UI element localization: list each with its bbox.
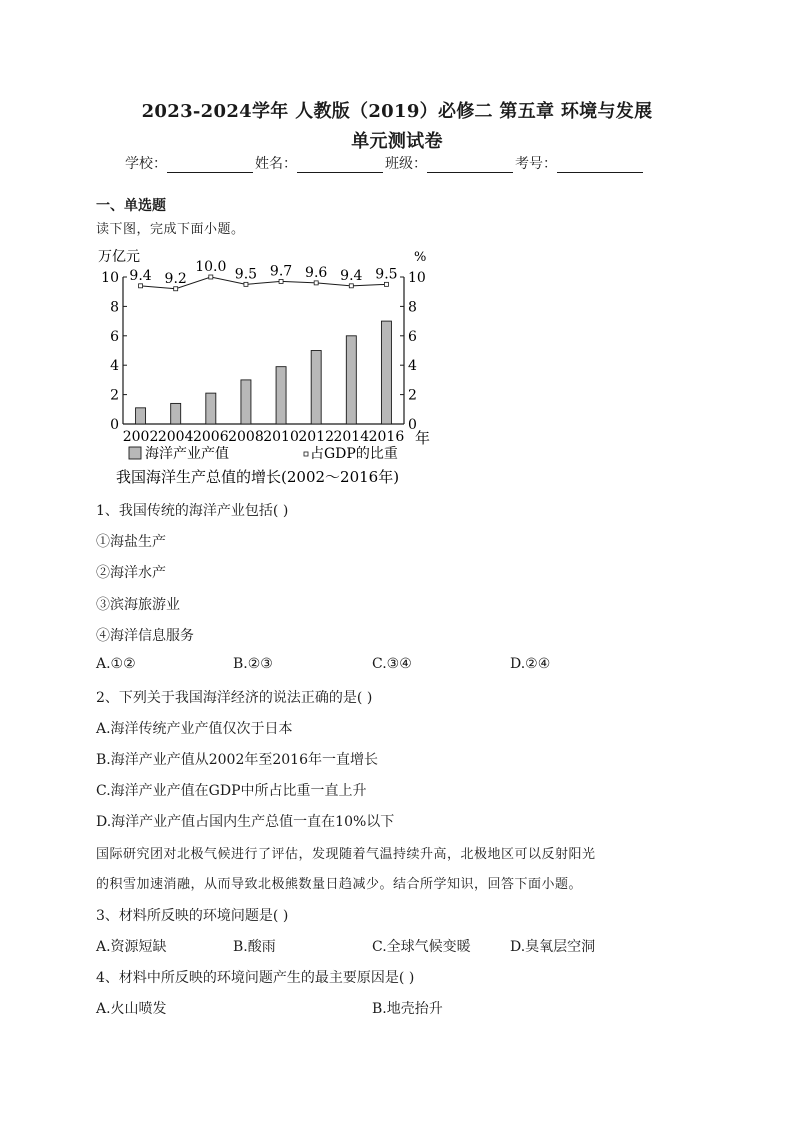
q4-stem: 4、材料中所反映的环境问题产生的最主要原因是( )	[96, 970, 415, 986]
q3-option-d[interactable]: D.臭氧层空洞	[510, 939, 596, 955]
bar	[136, 408, 146, 424]
legend-bar-swatch	[129, 447, 141, 459]
school-label: 学校：	[125, 156, 167, 172]
school-blank	[167, 155, 253, 173]
y-left-tick-label: 8	[110, 299, 119, 316]
exam-number-blank	[557, 155, 643, 173]
bar	[346, 336, 356, 424]
line-point	[139, 284, 143, 288]
line-point	[209, 275, 213, 279]
name-label: 姓名：	[255, 156, 297, 172]
data-label: 9.5	[375, 266, 398, 283]
data-label: 9.7	[269, 263, 293, 280]
material-line-2: 的积雪加速消融，从而导致北极熊数量日趋减少。结合所学知识，回答下面小题。	[96, 877, 583, 892]
q3-stem: 3、材料所反映的环境问题是( )	[96, 908, 289, 924]
y-left-tick-label: 6	[110, 328, 119, 345]
q3-option-c[interactable]: C.全球气候变暖	[372, 939, 471, 955]
y-right-tick-label: 2	[408, 387, 417, 404]
student-info-row	[125, 153, 645, 173]
material-line-1: 国际研究团对北极气候进行了评估，发现随着气温持续升高，北极地区可以反射阳光	[96, 847, 596, 862]
y-left-tick-label: 10	[101, 270, 119, 286]
bar	[171, 403, 181, 424]
y-right-tick-label: 6	[408, 328, 417, 345]
q3-option-b[interactable]: B.酸雨	[233, 939, 276, 955]
q1-item-4: ④海洋信息服务	[96, 628, 194, 644]
y-left-tick-label: 4	[110, 358, 119, 375]
section-heading: 一、单选题	[96, 198, 166, 214]
y-left-tick-label: 0	[110, 417, 119, 433]
ocean-economy-chart	[96, 245, 456, 495]
bar	[381, 321, 391, 424]
q4-option-b[interactable]: B.地壳抬升	[372, 1001, 443, 1017]
x-tick-label: 2002	[122, 429, 159, 445]
line-point	[349, 284, 353, 288]
q1-option-b[interactable]: B.②③	[233, 656, 273, 672]
x-tick-label: 2014	[333, 429, 370, 445]
bar	[241, 380, 251, 424]
x-tick-label: 2010	[263, 429, 299, 445]
line-point	[174, 287, 178, 291]
data-label: 9.2	[164, 270, 187, 287]
line-point	[314, 281, 318, 285]
exam-number-label: 考号：	[515, 156, 557, 172]
data-label: 9.5	[234, 266, 258, 283]
y-right-tick-label: 4	[408, 358, 417, 375]
y-left-unit: 万亿元	[98, 249, 140, 265]
legend-line-swatch	[304, 452, 308, 456]
data-label: 10.0	[195, 259, 227, 275]
q2-stem: 2、下列关于我国海洋经济的说法正确的是( )	[96, 690, 373, 706]
title-line-2: 单元测试卷	[351, 131, 443, 152]
y-right-tick-label: 8	[408, 299, 417, 316]
legend-line-label: 占GDP的比重	[310, 446, 398, 462]
legend-bar-label: 海洋产业产值	[145, 446, 229, 462]
x-tick-label: 2006	[192, 429, 229, 445]
name-blank	[297, 155, 383, 173]
data-label: 9.4	[340, 267, 363, 284]
y-right-unit: %	[414, 250, 427, 265]
title-line-1: 2023-2024学年 人教版（2019）必修二 第五章 环境与发展	[141, 101, 653, 122]
data-label: 9.4	[129, 267, 152, 284]
y-left-tick-label: 2	[110, 387, 119, 404]
y-right-tick-label: 10	[408, 270, 426, 286]
data-label: 9.6	[305, 264, 328, 281]
q1-item-3: ③滨海旅游业	[96, 597, 180, 613]
q2-option-a[interactable]: A.海洋传统产业产值仅次于日本	[96, 721, 293, 737]
bar	[311, 351, 321, 425]
q1-option-d[interactable]: D.②④	[510, 656, 551, 672]
q1-option-a[interactable]: A.①②	[96, 656, 136, 672]
q1-stem: 1、我国传统的海洋产业包括( )	[96, 503, 289, 519]
x-unit-label: 年	[415, 429, 431, 447]
q3-option-a[interactable]: A.资源短缺	[96, 939, 167, 955]
q4-option-a[interactable]: A.火山喷发	[96, 1001, 167, 1017]
section-intro: 读下图，完成下面小题。	[96, 222, 245, 237]
x-tick-label: 2012	[298, 429, 335, 445]
bar	[276, 367, 286, 424]
y-right-tick-label: 0	[408, 417, 417, 433]
q2-option-b[interactable]: B.海洋产业产值从2002年至2016年一直增长	[96, 752, 378, 768]
q1-item-1: ①海盐生产	[96, 534, 166, 550]
class-label: 班级：	[385, 156, 427, 172]
q1-option-c[interactable]: C.③④	[372, 656, 412, 672]
x-tick-label: 2016	[368, 429, 405, 445]
chart-title: 我国海洋生产总值的增长(2002～2016年)	[116, 468, 400, 486]
q2-option-c[interactable]: C.海洋产业产值在GDP中所占比重一直上升	[96, 783, 367, 799]
q2-option-d[interactable]: D.海洋产业产值占国内生产总值一直在10%以下	[96, 814, 395, 830]
line-point	[279, 279, 283, 283]
line-point	[384, 282, 388, 286]
q1-item-2: ②海洋水产	[96, 565, 166, 581]
class-blank	[427, 155, 513, 173]
x-tick-label: 2004	[157, 429, 194, 445]
line-point	[244, 282, 248, 286]
x-tick-label: 2008	[228, 429, 264, 445]
bar	[206, 393, 216, 424]
